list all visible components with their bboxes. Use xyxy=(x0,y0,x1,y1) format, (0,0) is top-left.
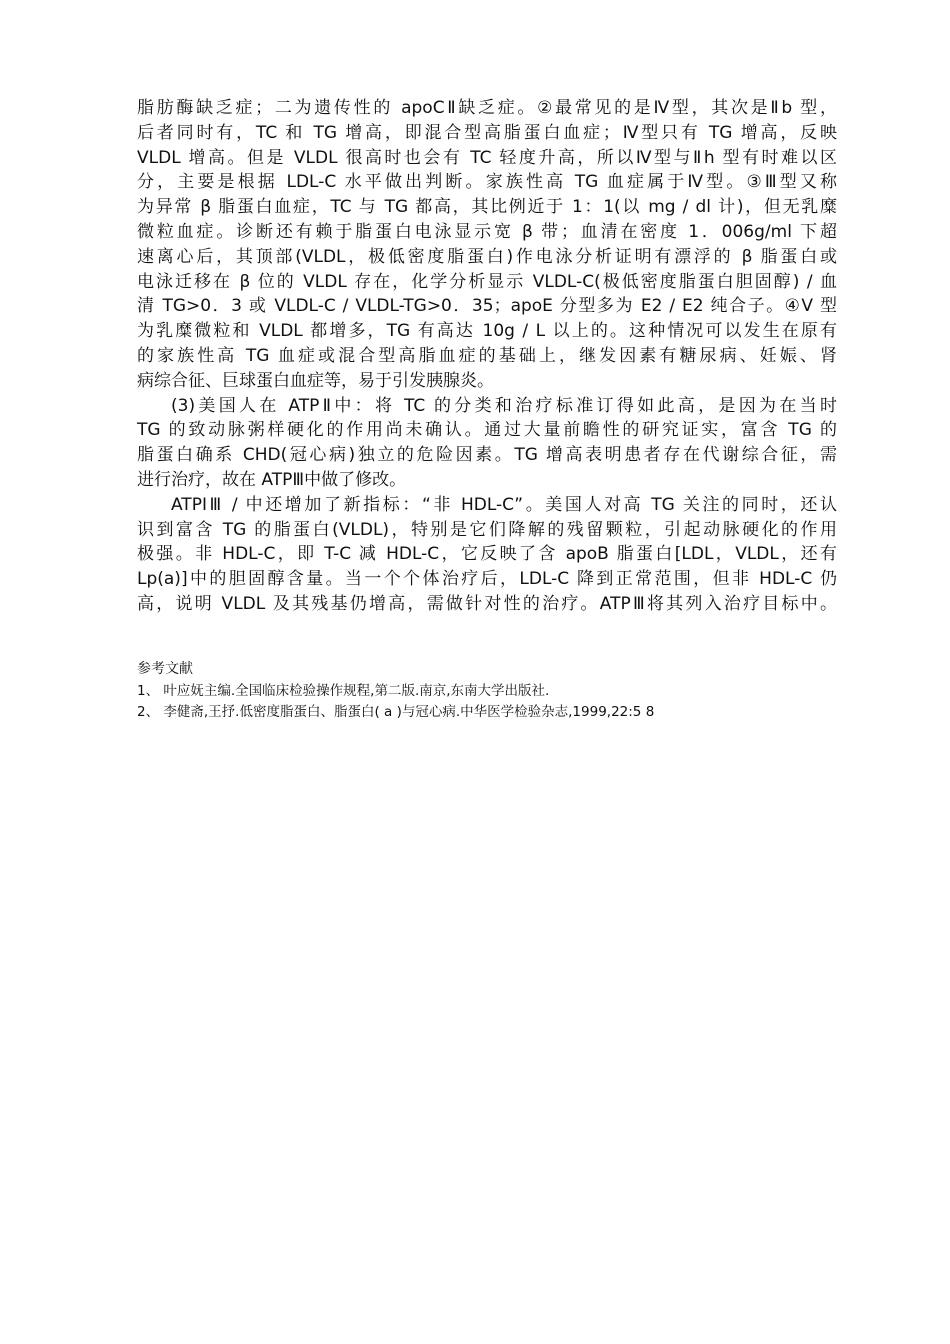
reference-item: 1、 叶应妩主编.全国临床检验操作规程,第二版.南京,东南大学出版社. xyxy=(137,683,550,699)
body-line: 的家族性高 TG 血症或混合型高脂血症的基础上，继发因素有糖尿病、妊娠、肾 xyxy=(137,345,837,366)
body-line: 清 TG>0．3 或 VLDL-C / VLDL-TG>0．35；apoE 分型多为 E2 / E2 纯合子。④V 型 xyxy=(137,296,837,317)
reference-item: 2、 李健斋,王抒.低密度脂蛋白、脂蛋白( a )与冠心病.中华医学检验杂志,1999,22:5 8 xyxy=(137,704,655,720)
body-line: 速离心后，其顶部(VLDL，极低密度脂蛋白)作电泳分析证明有漂浮的 β 脂蛋白或 xyxy=(137,246,837,267)
body-text xyxy=(137,96,837,617)
body-line: VLDL 增高。但是 VLDL 很高时也会有 TC 轻度升高，所以Ⅳ型与Ⅱh 型有时难以区 xyxy=(137,147,837,168)
body-line: 分，主要是根据 LDL-C 水平做出判断。家族性高 TG 血症属于Ⅳ型。③Ⅲ型又称 xyxy=(137,172,837,193)
body-line: 识到富含 TG 的脂蛋白(VLDL)，特别是它们降解的残留颗粒，引起动脉硬化的作用 xyxy=(137,519,837,540)
body-line: 极强。非 HDL-C，即 T-C 减 HDL-C，它反映了含 apoB 脂蛋白[LDL，VLDL，还有 xyxy=(137,544,837,565)
body-line: 电泳迁移在 β 位的 VLDL 存在，化学分析显示 VLDL-C(极低密度脂蛋白胆固醇) / 血 xyxy=(137,271,837,292)
references-section xyxy=(137,660,837,723)
body-line: 进行治疗，故在 ATPⅢ中做了修改。 xyxy=(137,469,407,490)
paragraph-first-line: (3)美国人在 ATPⅡ中：将 TC 的分类和治疗标准订得如此高，是因为在当时 xyxy=(171,395,837,416)
body-line: 微粒血症。诊断还有赖于脂蛋白电泳显示宽 β 带；血清在密度 1．006g/ml 下超 xyxy=(137,221,837,242)
references-title: 参考文献 xyxy=(137,661,193,677)
body-line: TG 的致动脉粥样硬化的作用尚未确认。通过大量前瞻性的研究证实，富含 TG 的 xyxy=(137,420,837,441)
body-line: 高，说明 VLDL 及其残基仍增高，需做针对性的治疗。ATPⅢ将其列入治疗目标中。 xyxy=(137,593,837,614)
body-line: 病综合征、巨球蛋白血症等，易于引发胰腺炎。 xyxy=(137,370,494,391)
body-line: 为乳糜微粒和 VLDL 都增多，TG 有高达 10g / L 以上的。这种情况可以发生在原有 xyxy=(137,321,837,342)
body-line: 为异常 β 脂蛋白血症，TC 与 TG 都高，其比例近于 1：1(以 mg / dl 计)，但无乳糜 xyxy=(137,197,837,218)
body-line: 脂蛋白确系 CHD(冠心病)独立的危险因素。TG 增高表明患者存在代谢综合征，需 xyxy=(137,445,837,466)
body-line: 后者同时有，TC 和 TG 增高，即混合型高脂蛋白血症；Ⅳ型只有 TG 增高，反映 xyxy=(137,122,837,143)
body-line: 脂肪酶缺乏症；二为遗传性的 apoCⅡ缺乏症。②最常见的是Ⅳ型，其次是Ⅱb 型， xyxy=(137,98,837,118)
paragraph-first-line: ATPIⅢ / 中还增加了新指标：“非 HDL-C”。美国人对高 TG 关注的同时，还认 xyxy=(171,494,837,515)
body-line: Lp(a)]中的胆固醇含量。当一个个体治疗后，LDL-C 降到正常范围，但非 HDL-C 仍 xyxy=(137,569,837,590)
